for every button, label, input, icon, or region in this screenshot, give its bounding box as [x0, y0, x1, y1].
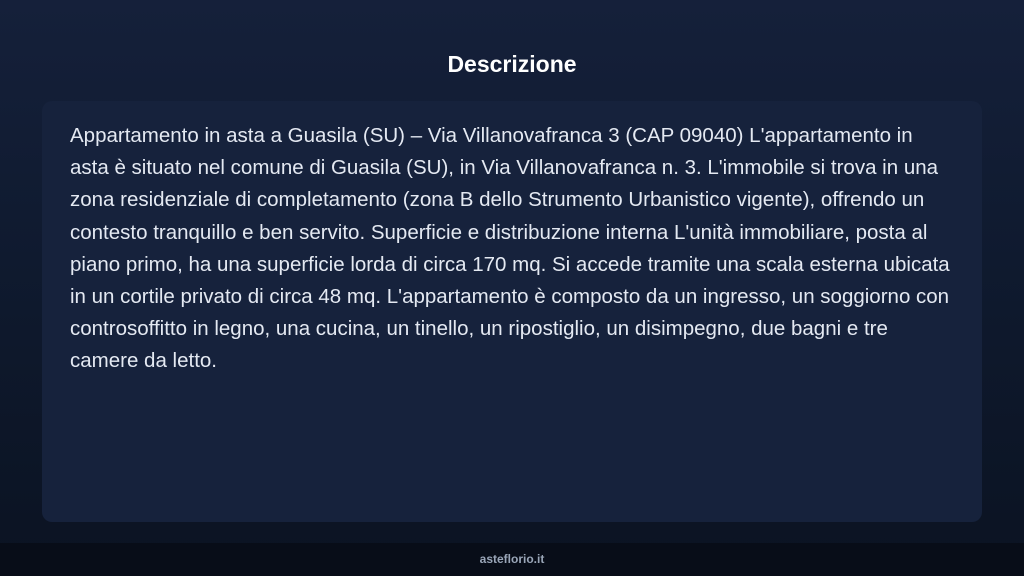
footer-site-label: asteflorio.it [479, 552, 545, 566]
description-text: Appartamento in asta a Guasila (SU) – Via Villanovafranca 3 (CAP 09040) L'appartamento in asta è situato nel comune di Guasila (SU), in Via Villanovafranca n. 3. L'immobile si trova in una zona residenziale di completamento (zona B dello Strumento Urbanistico vigente), offrendo un contesto tranquillo e ben servito. Superficie e distribuzione interna L'unità immobiliare, posta al piano primo, ha una superficie lorda di circa 170 mq. Si accede tramite una scala esterna ubicata in un cortile privato di circa 48 mq. L'appartamento è composto da un ingresso, un soggiorno con controsoffitto in legno, una cucina, un tinello, un ripostiglio, un disimpegno, due bagni e tre camere da letto. [70, 124, 950, 373]
description-card [42, 101, 982, 522]
footer [0, 543, 1024, 576]
page-title: Descrizione [447, 51, 577, 77]
